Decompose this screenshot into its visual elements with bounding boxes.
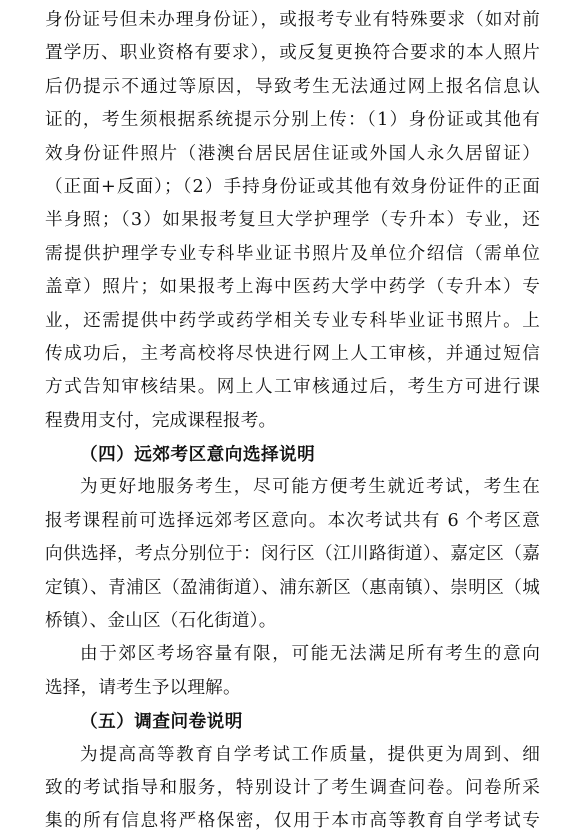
text-line: 半身照；（3）如果报考复旦大学护理学（专升本）专业，还 (45, 210, 540, 231)
paragraph-survey (45, 739, 540, 839)
paragraph-upload-instructions (45, 4, 540, 438)
text-line: 集的所有信息将严格保密，仅用于本市高等教育自学考试专 (45, 811, 540, 832)
text-line: 选择，请考生予以理解。 (45, 677, 241, 698)
section-heading-five: （五）调查问卷说明 (80, 711, 243, 733)
section-heading-four: （四）远郊考区意向选择说明 (80, 444, 316, 466)
text-line: 传成功后，主考高校将尽快进行网上人工审核，并通过短信 (45, 343, 540, 364)
text-line: 向供选择，考点分别位于：闵行区（江川路街道）、嘉定区（嘉 (45, 544, 540, 565)
paragraph-exam-area-capacity (45, 638, 540, 705)
text-line: 业，还需提供中药学或药学相关专业专科毕业证书照片。上 (45, 310, 540, 331)
text-line: 桥镇）、金山区（石化街道）。 (45, 611, 277, 632)
text-line: 盖章）照片；如果报考上海中医药大学中药学（专升本）专 (45, 277, 540, 298)
text-line: 身份证号但未办理身份证），或报考专业有特殊要求（如对前 (45, 10, 540, 30)
text-line: 方式告知审核结果。网上人工审核通过后，考生方可进行课 (45, 377, 540, 398)
text-line: 置学历、职业资格有要求），或反复更换符合要求的本人照片 (45, 43, 540, 64)
text-line: 报考课程前可选择远郊考区意向。本次考试共有 6 个考区意 (45, 510, 540, 531)
text-line: 为提高高等教育自学考试工作质量，提供更为周到、细 (80, 744, 540, 765)
paragraph-exam-area-intro (45, 471, 540, 638)
text-line: 证的，考生须根据系统提示分别上传：（1）身份证或其他有 (45, 110, 540, 131)
text-line: （正面+反面）；（2）手持身份证或其他有效身份证件的正面 (45, 176, 540, 197)
text-line: 程费用支付，完成课程报考。 (45, 410, 277, 431)
text-line: 后仍提示不通过等原因，导致考生无法通过网上报名信息认 (45, 76, 540, 97)
text-line: 效身份证件照片（港澳台居民居住证或外国人永久居留证） (45, 143, 540, 164)
text-line: 由于郊区考场容量有限，可能无法满足所有考生的意向 (80, 644, 540, 665)
text-line: 致的考试指导和服务，特别设计了考生调查问卷。问卷所采 (45, 777, 540, 798)
text-line: 需提供护理学专业专科毕业证书照片及单位介绍信（需单位 (45, 243, 540, 264)
text-line: 为更好地服务考生，尽可能方便考生就近考试，考生在 (80, 477, 540, 498)
text-line: 定镇）、青浦区（盈浦街道）、浦东新区（惠南镇）、崇明区（城 (45, 577, 540, 598)
